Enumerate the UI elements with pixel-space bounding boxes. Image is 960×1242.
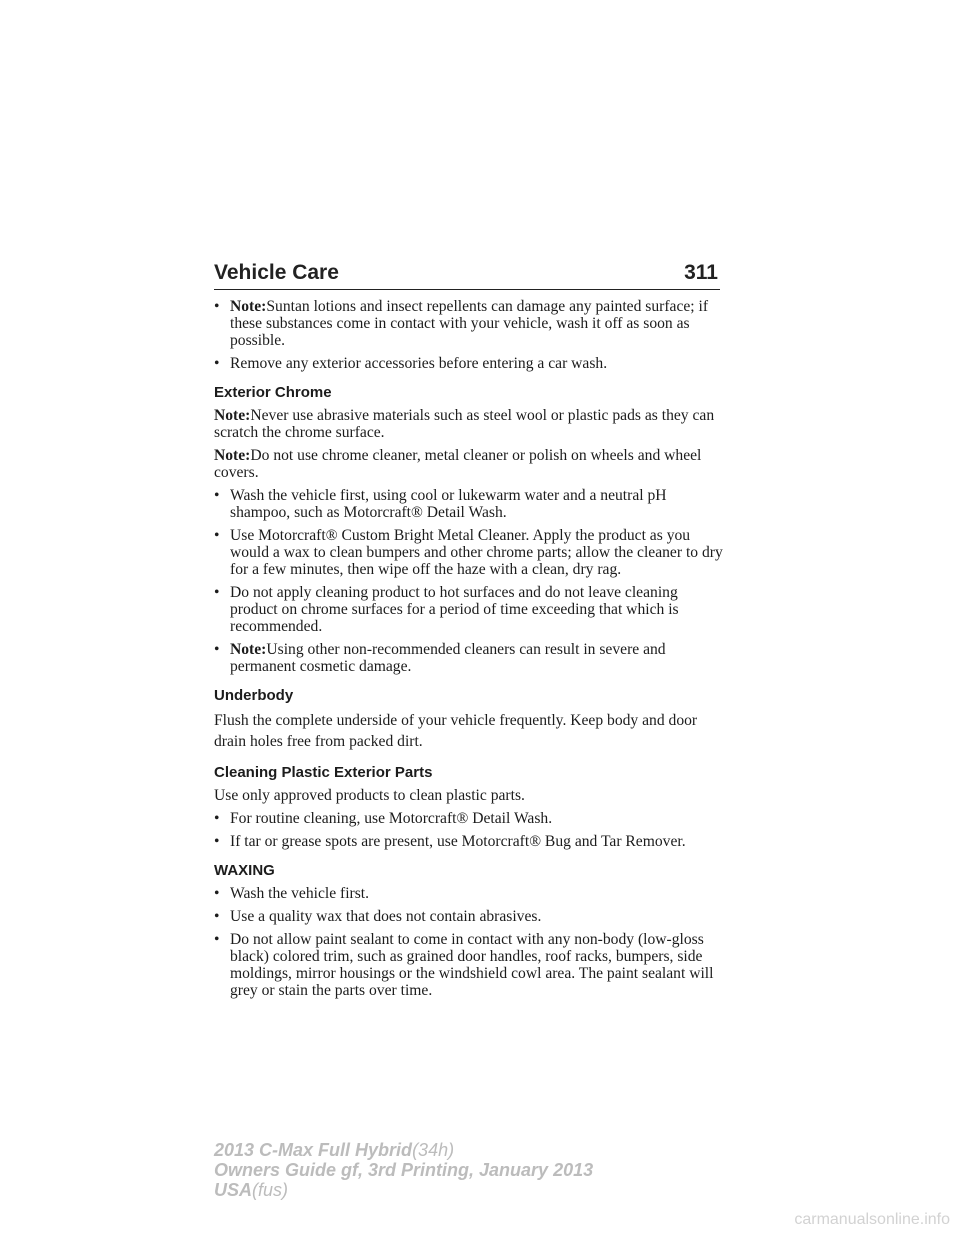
bullet-icon: •: [214, 355, 220, 372]
section-heading: WAXING: [214, 862, 275, 879]
bullet-icon: •: [214, 885, 220, 902]
note-text: Do not use chrome cleaner, metal cleaner or polish on wheels and wheel covers.: [214, 447, 702, 481]
list-item: [214, 584, 724, 635]
footer-model: 2013 C-Max Full Hybrid: [214, 1140, 413, 1160]
list-item-text: Using other non-recommended cleaners can result in severe and permanent cosmetic damage.: [230, 641, 666, 675]
list-item: [214, 487, 724, 521]
note-label: Note:: [214, 407, 251, 424]
list-item: [214, 527, 724, 578]
bullet-icon: •: [214, 584, 220, 601]
list-item-text: Do not apply cleaning product to hot surfaces and do not leave cleaning product on chrome surfaces for a period of time exceeding that which is recommended.: [230, 584, 679, 635]
footer-line: [214, 1140, 593, 1160]
page-number: 311: [684, 261, 718, 284]
bullet-icon: •: [214, 833, 220, 850]
note-paragraph: [214, 407, 724, 441]
page-footer: [214, 1140, 593, 1200]
list-item-text: Do not allow paint sealant to come in contact with any non-body (low-gloss black) colored trim, such as grained door handles, roof racks, bumpers, side moldings, mirror housings or the windshield cowl area. The paint sealant will grey or stain the parts over time.: [230, 931, 714, 999]
page-header: [214, 255, 720, 290]
footer-code: (34h): [412, 1140, 455, 1160]
list-item-text: Remove any exterior accessories before entering a car wash.: [230, 355, 608, 372]
list-item: [214, 833, 724, 850]
footer-printing: Owners Guide gf, 3rd Printing, January 2013: [214, 1160, 594, 1180]
list-item: [214, 298, 724, 349]
list-item-text: Wash the vehicle first.: [230, 885, 370, 902]
section-heading: Cleaning Plastic Exterior Parts: [214, 764, 433, 781]
list-item-text: Use a quality wax that does not contain abrasives.: [230, 908, 542, 925]
bullet-icon: •: [214, 908, 220, 925]
list-item-text: Use Motorcraft® Custom Bright Metal Cleaner. Apply the product as you would a wax to clean bumpers and other chrome parts; allow the cleaner to dry for a few minutes, then wipe off the haze with a clean, dry rag.: [230, 527, 723, 578]
list-item: [214, 908, 724, 925]
note-label: Note:: [230, 298, 267, 315]
list-item-text: Wash the vehicle first, using cool or lukewarm water and a neutral pH shampoo, such as Motorcraft® Detail Wash.: [230, 487, 667, 521]
paragraph: Use only approved products to clean plastic parts.: [214, 787, 525, 804]
footer-market-code: (fus): [252, 1180, 289, 1200]
section-heading: Exterior Chrome: [214, 384, 332, 401]
note-label: Note:: [214, 447, 251, 464]
bullet-icon: •: [214, 810, 220, 827]
list-item-text: For routine cleaning, use Motorcraft® Detail Wash.: [230, 810, 553, 827]
section-heading: Underbody: [214, 687, 294, 704]
note-paragraph: [214, 447, 724, 481]
list-item: [214, 885, 724, 902]
list-item-text: If tar or grease spots are present, use Motorcraft® Bug and Tar Remover.: [230, 833, 686, 850]
page-body: [214, 298, 724, 1005]
note-label: Note:: [230, 641, 267, 658]
list-item-text: Suntan lotions and insect repellents can damage any painted surface; if these substances come in contact with your vehicle, wash it off as soon as possible.: [230, 298, 709, 349]
note-text: Never use abrasive materials such as steel wool or plastic pads as they can scratch the chrome surface.: [214, 407, 715, 441]
bullet-icon: •: [214, 298, 220, 315]
bullet-icon: •: [214, 931, 220, 948]
footer-line: [214, 1180, 593, 1200]
paragraph: Flush the complete underside of your vehicle frequently. Keep body and door drain holes free from packed dirt.: [214, 712, 698, 750]
footer-market: USA: [214, 1180, 253, 1200]
bullet-icon: •: [214, 487, 220, 504]
watermark: carmanualsonline.info: [794, 1211, 950, 1228]
bullet-icon: •: [214, 641, 220, 658]
footer-line: [214, 1160, 593, 1180]
list-item: [214, 641, 724, 675]
list-item: [214, 810, 724, 827]
section-title: Vehicle Care: [214, 261, 339, 284]
bullet-icon: •: [214, 527, 220, 544]
list-item: [214, 355, 724, 372]
list-item: [214, 931, 724, 999]
